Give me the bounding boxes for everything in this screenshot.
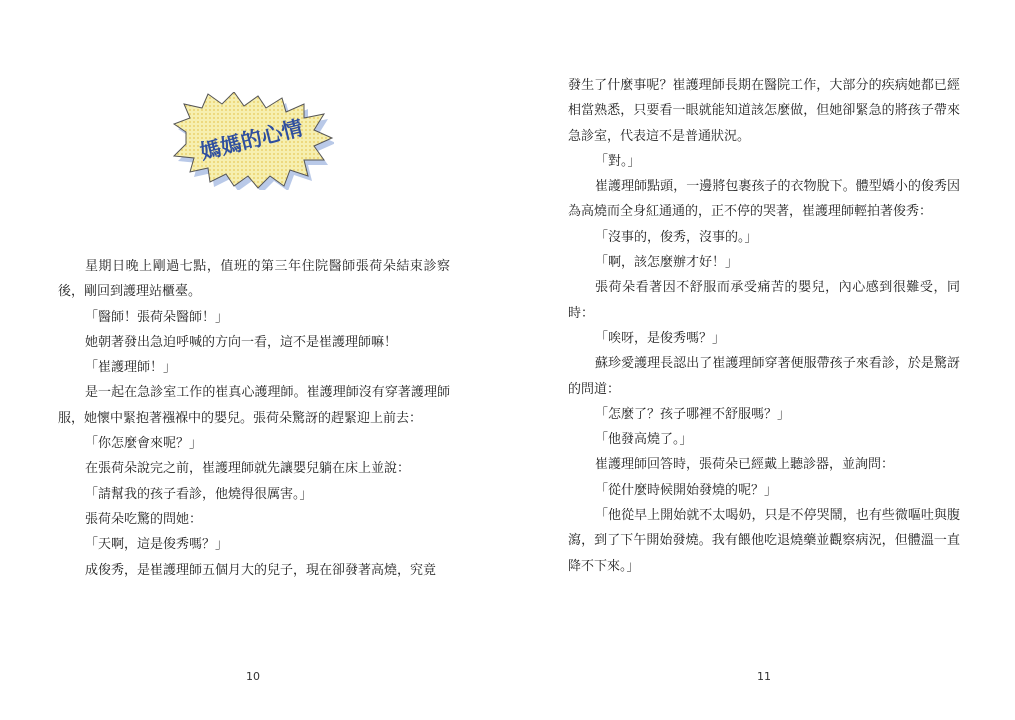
paragraph: 「沒事的，俊秀，沒事的。」 xyxy=(595,229,758,245)
paragraph: 她朝著發出急迫呼喊的方向一看，這不是崔護理師嘛！ xyxy=(85,334,398,350)
paragraph: 「醫師！張荷朵醫師！」 xyxy=(85,309,229,325)
paragraph: 「唉呀，是俊秀嗎？」 xyxy=(595,330,726,346)
paragraph: 「天啊，這是俊秀嗎？」 xyxy=(85,537,229,553)
paragraph: 崔護理師回答時，張荷朵已經戴上聽診器，並詢問： xyxy=(595,457,895,473)
paragraph: 「請幫我的孩子看診，他燒得很厲害。」 xyxy=(85,486,313,502)
chapter-title-badge xyxy=(172,92,334,190)
paragraph: 「你怎麼會來呢？」 xyxy=(85,436,203,452)
paragraph: 「崔護理師！」 xyxy=(85,360,177,376)
paragraph: 「怎麼了？孩子哪裡不舒服嗎？」 xyxy=(595,406,791,422)
paragraph: 崔護理師點頭，一邊將包裹孩子的衣物脫下。體型嬌小的俊秀因為高燒而全身紅通通的，正不停的哭著，崔護理師輕拍著俊秀： xyxy=(568,179,960,220)
paragraph: 張荷朵看著因不舒服而承受痛苦的嬰兒，內心感到很難受，同時： xyxy=(568,280,960,321)
left-page-body xyxy=(58,254,450,583)
right-page-body xyxy=(568,73,960,579)
paragraph: 「對。」 xyxy=(595,153,641,169)
paragraph: 「從什麼時候開始發燒的呢？」 xyxy=(595,482,778,498)
paragraph: 「他發高燒了。」 xyxy=(595,432,693,448)
paragraph: 蘇珍愛護理長認出了崔護理師穿著便服帶孩子來看診，於是驚訝的問道： xyxy=(568,356,960,397)
paragraph: 在張荷朵說完之前，崔護理師就先讓嬰兒躺在床上並說： xyxy=(85,461,411,477)
paragraph: 發生了什麼事呢？崔護理師長期在醫院工作，大部分的疾病她都已經相當熟悉，只要看一眼就能知道該怎麼做，但她卻緊急的將孩子帶來急診室，代表這不是普通狀況。 xyxy=(568,78,960,144)
page-number-right: 11 xyxy=(757,670,771,683)
left-page xyxy=(0,0,507,720)
page-number-left: 10 xyxy=(246,670,260,683)
paragraph: 星期日晚上剛過七點，值班的第三年住院醫師張荷朵結束診察後，剛回到護理站櫃臺。 xyxy=(58,259,450,300)
paragraph: 「他從早上開始就不太喝奶，只是不停哭鬧，也有些微嘔吐與腹瀉，到了下午開始發燒。我有餵他吃退燒藥並觀察病況，但體溫一直降不下來。」 xyxy=(568,508,960,574)
paragraph: 張荷朵吃驚的問她： xyxy=(85,511,203,527)
paragraph: 成俊秀，是崔護理師五個月大的兒子，現在卻發著高燒，究竟 xyxy=(85,562,437,578)
chapter-title: 媽媽的心情 xyxy=(197,115,306,165)
paragraph: 「啊，該怎麼辦才好！」 xyxy=(595,255,739,271)
paragraph: 是一起在急診室工作的崔真心護理師。崔護理師沒有穿著護理師服，她懷中緊抱著襁褓中的嬰兒。張荷朵驚訝的趕緊迎上前去： xyxy=(58,385,450,426)
